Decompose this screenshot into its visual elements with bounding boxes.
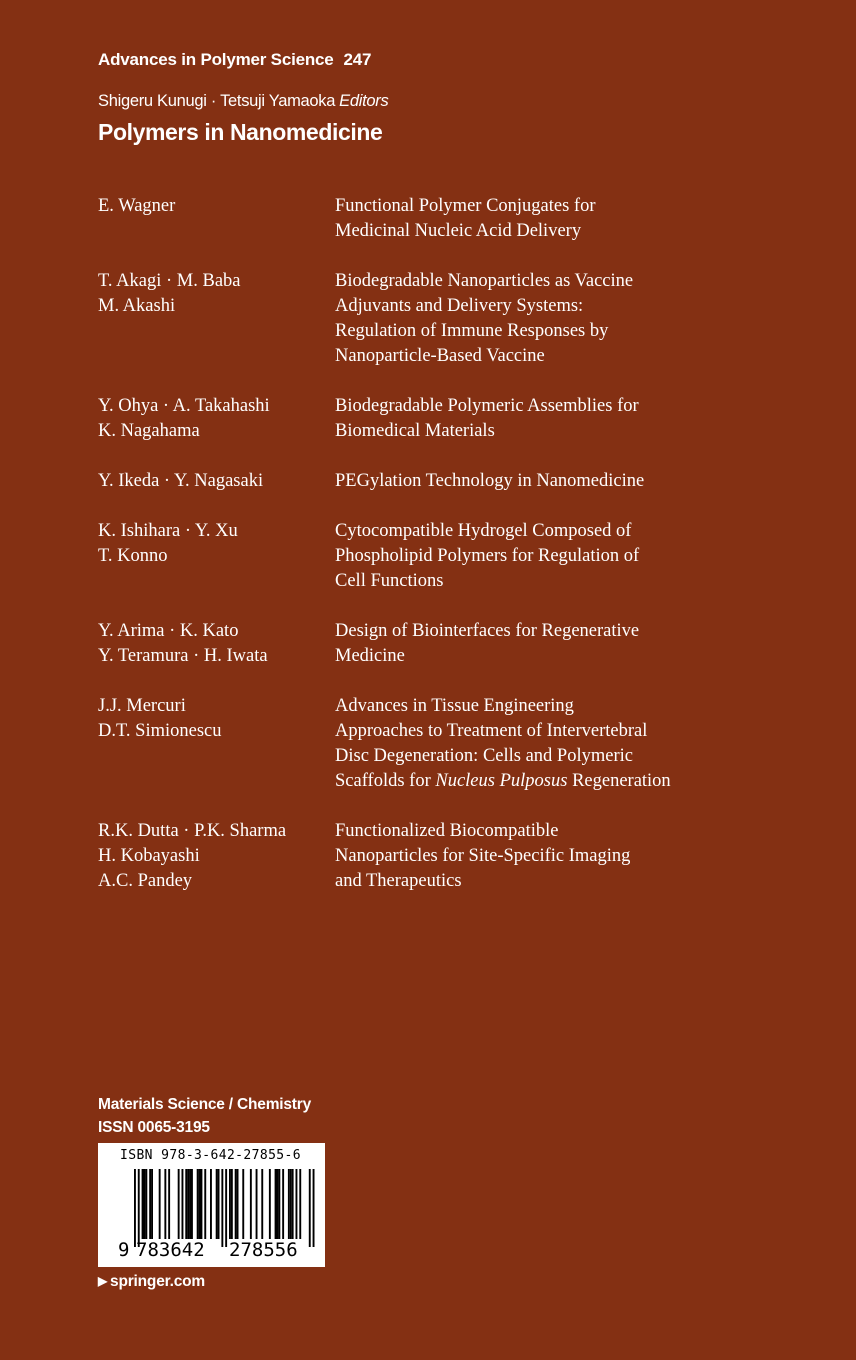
series-line [98,50,371,70]
chapter-title-text: Disc Degeneration: Cells and Polymeric [335,746,633,766]
barcode-bar [242,1169,244,1239]
chapter-title-line [335,819,738,844]
table-of-contents [98,194,738,919]
chapter-title-text: Phospholipid Polymers for Regulation of [335,546,640,566]
barcode-bar [145,1169,147,1239]
barcode-bar [282,1169,284,1239]
author-line: Y. Ohya · A. Takahashi [98,396,270,416]
toc-entry [98,194,738,244]
chapter-title-line [335,869,738,894]
toc-entry [98,819,738,894]
chapter-title-line [335,619,738,644]
chapter-title-text: Cytocompatible Hydrogel Composed of [335,521,632,541]
barcode-bar [185,1169,187,1239]
author-line: K. Ishihara · Y. Xu [98,521,238,541]
subject-block [98,1093,311,1139]
toc-authors [98,469,335,494]
chapter-title-text: Approaches to Treatment of Intervertebral [335,721,648,741]
chapter-title-text: Advances in Tissue Engineering [335,696,574,716]
chapter-title-line [335,469,738,494]
barcode-bar [138,1169,140,1247]
author-line: A.C. Pandey [98,871,193,891]
editor-names: Shigeru Kunugi · Tetsuji Yamaoka [98,92,336,110]
toc-chapter-title [335,694,738,794]
barcode-bar [134,1169,136,1247]
barcode-bar [309,1169,311,1247]
arrow-right-icon: ▶ [98,1274,108,1288]
chapter-title-line [335,269,738,294]
chapter-title-text: Functionalized Biocompatible [335,821,559,841]
barcode-bar [144,1169,146,1239]
chapter-title-text: Design of Biointerfaces for Regenerative [335,621,640,641]
author-line: Y. Teramura · H. Iwata [98,646,268,666]
barcode-bar [201,1169,203,1239]
toc-chapter-title [335,819,738,894]
barcode-bar [197,1169,199,1239]
barcode-bar [288,1169,290,1239]
barcode-bar [210,1169,212,1239]
author-line: K. Nagahama [98,421,200,441]
barcode-bar [178,1169,180,1239]
barcode-bar [142,1169,144,1239]
chapter-title-line [335,644,738,669]
isbn-label: ISBN 978-3-642-27855-6 [120,1148,301,1163]
barcode-bar [225,1169,227,1247]
author-line: T. Konno [98,546,168,566]
toc-authors [98,394,335,444]
barcode-digit-group: 783642 [136,1239,205,1261]
toc-entry [98,469,738,494]
chapter-title-line [335,344,738,369]
chapter-title-text: Biodegradable Polymeric Assemblies for [335,396,639,416]
chapter-title-text: Adjuvants and Delivery Systems: [335,296,584,316]
barcode-bar [159,1169,161,1239]
toc-entry [98,619,738,669]
toc-authors [98,819,335,894]
chapter-title-line [335,719,738,744]
barcode-bar [275,1169,277,1239]
chapter-title-text: Regeneration [567,771,671,791]
chapter-title-line [335,319,738,344]
barcode-bar [191,1169,193,1239]
barcode-bar [149,1169,151,1239]
issn: ISSN 0065-3195 [98,1119,210,1136]
author-line: E. Wagner [98,196,176,216]
barcode-bar [299,1169,301,1239]
chapter-title-line [335,219,738,244]
barcode-bar [218,1169,220,1239]
author-line: Y. Arima · K. Kato [98,621,239,641]
chapter-title-text: Nanoparticles for Site-Specific Imaging [335,846,631,866]
toc-chapter-title [335,619,738,669]
chapter-title-text: Scaffolds for [335,771,436,791]
author-line: Y. Ikeda · Y. Nagasaki [98,471,264,491]
barcode-bar [296,1169,298,1239]
toc-chapter-title [335,194,738,244]
author-line: R.K. Dutta · P.K. Sharma [98,821,287,841]
publisher-website[interactable] [98,1273,205,1291]
barcode-bar [199,1169,201,1239]
chapter-title-italic: Nucleus Pulposus [435,771,568,791]
barcode-bar [292,1169,294,1239]
toc-chapter-title [335,469,738,494]
toc-chapter-title [335,519,738,594]
toc-authors [98,194,335,244]
barcode-bar [290,1169,292,1239]
author-line: D.T. Simionescu [98,721,222,741]
chapter-title-text: Medicine [335,646,405,666]
chapter-title-text: Biomedical Materials [335,421,495,441]
toc-chapter-title [335,394,738,444]
barcode-digit-group: 9 [118,1239,130,1261]
author-line: H. Kobayashi [98,846,200,866]
barcode-bar [250,1169,252,1239]
chapter-title-line [335,519,738,544]
chapter-title-text: PEGylation Technology in Nanomedicine [335,471,645,491]
editors-line [98,92,388,111]
barcode [98,1143,325,1267]
toc-authors [98,269,335,369]
chapter-title-text: and Therapeutics [335,871,462,891]
chapter-title-text: Cell Functions [335,571,444,591]
barcode-bar [221,1169,223,1247]
toc-entry [98,694,738,794]
series-volume: 247 [343,50,372,69]
barcode-bar [231,1169,233,1239]
author-line: M. Akashi [98,296,176,316]
toc-entry [98,269,738,369]
chapter-title-line [335,844,738,869]
barcode-bar [278,1169,280,1239]
barcode-bar [261,1169,263,1239]
chapter-title-text: Biodegradable Nanoparticles as Vaccine [335,271,634,291]
chapter-title-line [335,394,738,419]
barcode-bar [164,1169,166,1239]
chapter-title-line [335,294,738,319]
chapter-title-line [335,194,738,219]
chapter-title-line [335,419,738,444]
barcode-bar [216,1169,218,1239]
toc-entry [98,519,738,594]
chapter-title-text: Medicinal Nucleic Acid Delivery [335,221,582,241]
editors-role: Editors [339,92,389,110]
toc-authors [98,619,335,669]
barcode-bar [229,1169,231,1239]
chapter-title-line [335,769,738,794]
barcode-bar [269,1169,271,1239]
barcode-bar [235,1169,237,1239]
chapter-title-line [335,694,738,719]
chapter-title-line [335,744,738,769]
barcode-digit-group: 278556 [229,1239,298,1261]
toc-authors [98,519,335,594]
barcode-bar [313,1169,315,1247]
toc-authors [98,694,335,794]
subject-category: Materials Science / Chemistry [98,1096,312,1113]
chapter-title-text: Regulation of Immune Responses by [335,321,609,341]
barcode-bar [256,1169,258,1239]
toc-entry [98,394,738,444]
chapter-title-text: Nanoparticle-Based Vaccine [335,346,545,366]
barcode-bar [204,1169,206,1239]
barcode-bar [277,1169,279,1239]
toc-chapter-title [335,269,738,369]
book-title: Polymers in Nanomedicine [98,119,383,145]
barcode-bar [168,1169,170,1239]
barcode-bar [151,1169,153,1239]
barcode-bar [237,1169,239,1239]
barcode-bar [189,1169,191,1239]
chapter-title-line [335,544,738,569]
author-line: T. Akagi · M. Baba [98,271,241,291]
website-label: springer.com [110,1273,205,1290]
barcode-bar [187,1169,189,1239]
chapter-title-text: Functional Polymer Conjugates for [335,196,596,216]
author-line: J.J. Mercuri [98,696,186,716]
series-name: Advances in Polymer Science [98,50,334,69]
chapter-title-line [335,569,738,594]
barcode-bar [182,1169,184,1239]
